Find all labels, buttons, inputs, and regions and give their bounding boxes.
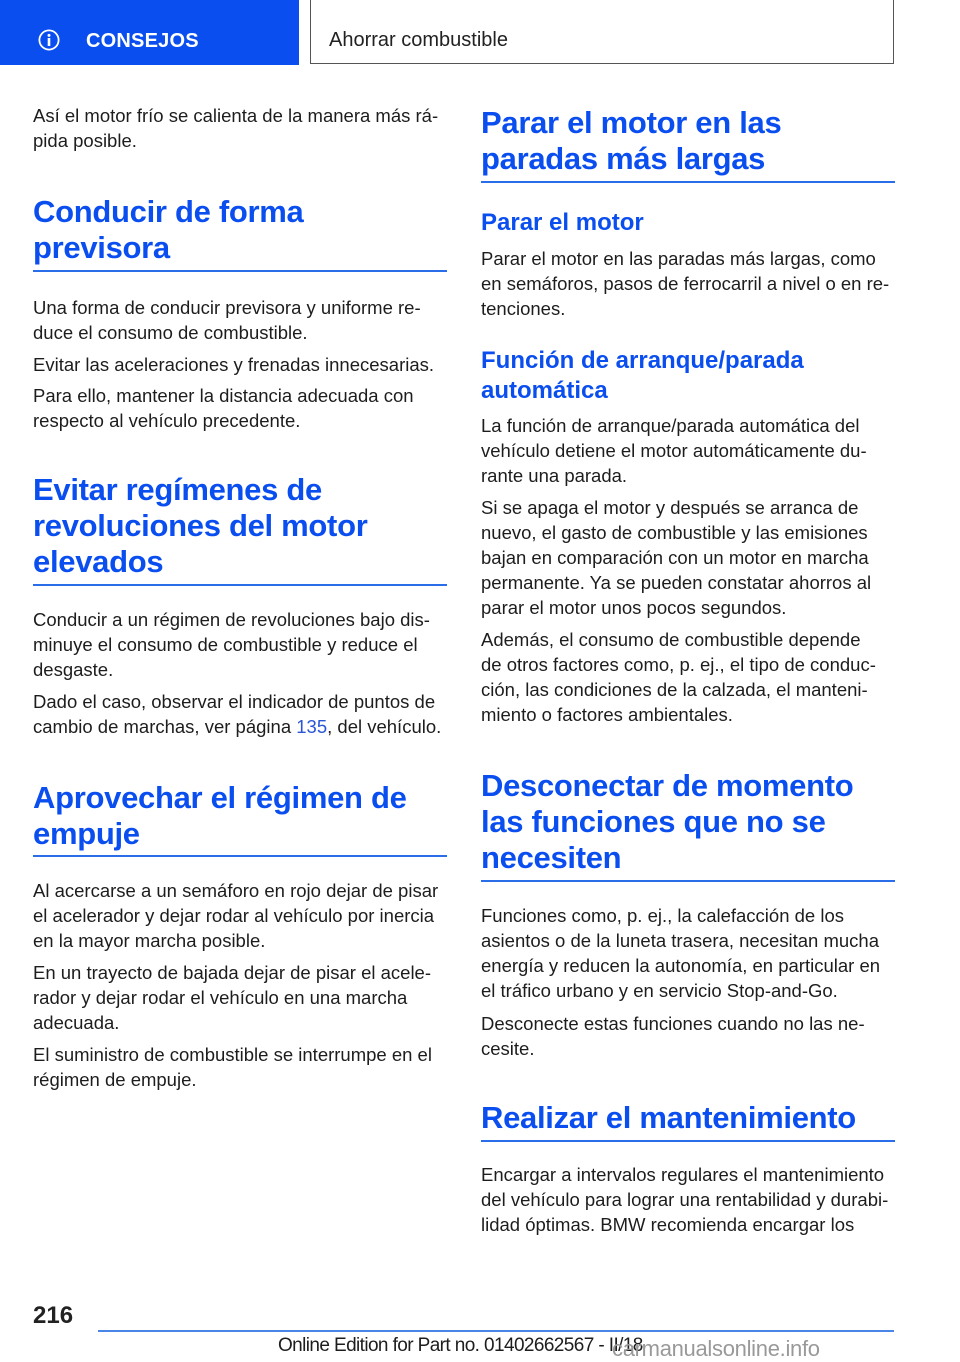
text-line: régimen de empuje. xyxy=(33,1069,197,1090)
watermark: carmanualsonline.info xyxy=(612,1336,820,1361)
section-tab xyxy=(0,0,299,65)
text-line: el acelerador y dejar rodar al vehículo por inercia xyxy=(33,905,435,926)
text-line: En un trayecto de bajada dejar de pisar el acele- xyxy=(33,962,432,983)
heading-rule xyxy=(33,270,447,272)
text-line: respecto al vehículo precedente. xyxy=(33,410,301,431)
text-line: pida posible. xyxy=(33,130,137,151)
text-line: rante una parada. xyxy=(481,465,628,486)
text-line: Así el motor frío se calienta de la manera más rá- xyxy=(33,105,439,126)
text-line: Para ello, mantener la distancia adecuada con xyxy=(33,385,414,406)
heading-line: Realizar el mantenimiento xyxy=(481,1100,856,1135)
section-tab-label: CONSEJOS xyxy=(86,30,199,52)
paragraph xyxy=(481,495,901,620)
heading-line: Conducir de forma xyxy=(33,194,304,229)
chapter-title-box xyxy=(310,0,894,64)
text-line: de otros factores como, p. ej., el tipo de conduc- xyxy=(481,654,876,675)
paragraph xyxy=(481,1011,901,1061)
text-line: Parar el motor en las paradas más largas, como xyxy=(481,248,876,269)
text-line: permanente. Ya se pueden constatar ahorros al xyxy=(481,572,872,593)
text-line: tenciones. xyxy=(481,298,566,319)
heading-evitar-regimenes xyxy=(33,472,453,580)
heading-line: necesiten xyxy=(481,840,622,875)
text-line: desgaste. xyxy=(33,659,114,680)
text-line: rador y dejar rodar el vehículo en una marcha xyxy=(33,987,408,1008)
heading-line: Parar el motor en las xyxy=(481,105,782,140)
paragraph xyxy=(33,1042,453,1092)
footer-rule xyxy=(98,1330,894,1332)
heading-line: Aprovechar el régimen de xyxy=(33,780,407,815)
text-line: del vehículo para lograr una rentabilidad y durabi- xyxy=(481,1189,889,1210)
text-line: Si se apaga el motor y después se arranca de xyxy=(481,497,859,518)
text-line: el tráfico urbano y en servicio Stop-and-Go. xyxy=(481,980,838,1001)
heading-conducir-previsora xyxy=(33,194,453,266)
subheading-parar-motor xyxy=(481,208,901,238)
heading-line: revoluciones del motor xyxy=(33,508,368,543)
text-line: miento o factores ambientales. xyxy=(481,704,733,725)
subheading-arranque-parada xyxy=(481,346,901,406)
text-line: Una forma de conducir previsora y uniforme re- xyxy=(33,297,421,318)
heading-line: las funciones que no se xyxy=(481,804,826,839)
text-line: El suministro de combustible se interrumpe en el xyxy=(33,1044,432,1065)
text-line: Además, el consumo de combustible depende xyxy=(481,629,861,650)
text-line: adecuada. xyxy=(33,1012,120,1033)
heading-line: automática xyxy=(481,377,608,404)
heading-rule xyxy=(33,855,447,857)
heading-line: Evitar regímenes de xyxy=(33,472,322,507)
paragraph xyxy=(481,1162,901,1237)
text-line: cambio de marchas, ver página xyxy=(33,716,297,737)
text-line: Dado el caso, observar el indicador de puntos de xyxy=(33,691,436,712)
heading-rule xyxy=(481,181,895,183)
text-line: en la mayor marcha posible. xyxy=(33,930,266,951)
heading-aprovechar-empuje xyxy=(33,780,453,852)
heading-parar-motor-paradas xyxy=(481,105,901,177)
text-line: en semáforos, pasos de ferrocarril a nivel o en re- xyxy=(481,273,890,294)
text-line: asientos o de la luneta trasera, necesitan mucha xyxy=(481,930,879,951)
text-line: Evitar las aceleraciones y frenadas innecesarias. xyxy=(33,354,435,375)
text-line: Al acercarse a un semáforo en rojo dejar de pisar xyxy=(33,880,439,901)
heading-rule xyxy=(481,1140,895,1142)
text-line: Conducir a un régimen de revoluciones bajo dis- xyxy=(33,609,430,630)
heading-rule xyxy=(481,880,895,882)
paragraph xyxy=(481,413,901,488)
paragraph xyxy=(33,960,453,1035)
heading-line: elevados xyxy=(33,544,164,579)
paragraph xyxy=(33,607,453,682)
chapter-title: Ahorrar combustible xyxy=(329,29,508,51)
intro-paragraph xyxy=(33,103,453,153)
heading-line: Desconectar de momento xyxy=(481,768,854,803)
heading-realizar-mantenimiento xyxy=(481,1100,901,1136)
text-line: parar el motor unos pocos segundos. xyxy=(481,597,787,618)
heading-rule xyxy=(33,584,447,586)
text-line: ción, las condiciones de la calzada, el manteni- xyxy=(481,679,868,700)
paragraph xyxy=(33,352,453,377)
paragraph xyxy=(481,903,901,1003)
edition-text: Online Edition for Part no. 01402662567 - II/18 xyxy=(278,1335,643,1356)
paragraph xyxy=(481,627,901,727)
text-line: cesite. xyxy=(481,1038,535,1059)
heading-line: paradas más largas xyxy=(481,141,766,176)
text-line: vehículo detiene el motor automáticamente du- xyxy=(481,440,867,461)
text-line: nuevo, el gasto de combustible y las emisiones xyxy=(481,522,868,543)
text-line: Encargar a intervalos regulares el mantenimiento xyxy=(481,1164,885,1185)
text-line: La función de arranque/parada automática del xyxy=(481,415,860,436)
text-line: Funciones como, p. ej., la calefacción de los xyxy=(481,905,844,926)
paragraph xyxy=(33,878,453,953)
text-line: Desconecte estas funciones cuando no las ne- xyxy=(481,1013,865,1034)
text-line: minuye el consumo de combustible y reduce el xyxy=(33,634,418,655)
text-line: , del vehículo. xyxy=(327,716,442,737)
heading-line: previsora xyxy=(33,230,170,265)
text-line: energía y reducen la autonomía, en particular en xyxy=(481,955,881,976)
paragraph xyxy=(33,295,453,345)
heading-line: Función de arranque/parada xyxy=(481,347,804,374)
info-icon xyxy=(38,29,60,51)
paragraph xyxy=(33,383,453,433)
text-line: bajan en comparación con un motor en marcha xyxy=(481,547,869,568)
heading-line: Parar el motor xyxy=(481,209,644,236)
page-link-135[interactable]: 135 xyxy=(296,716,328,737)
heading-line: empuje xyxy=(33,816,140,851)
page-number: 216 xyxy=(33,1302,74,1329)
text-line: duce el consumo de combustible. xyxy=(33,322,308,343)
heading-desconectar-funciones xyxy=(481,768,901,876)
paragraph xyxy=(481,246,901,321)
text-line: lidad óptimas. BMW recomienda encargar los xyxy=(481,1214,855,1235)
paragraph xyxy=(33,689,453,739)
